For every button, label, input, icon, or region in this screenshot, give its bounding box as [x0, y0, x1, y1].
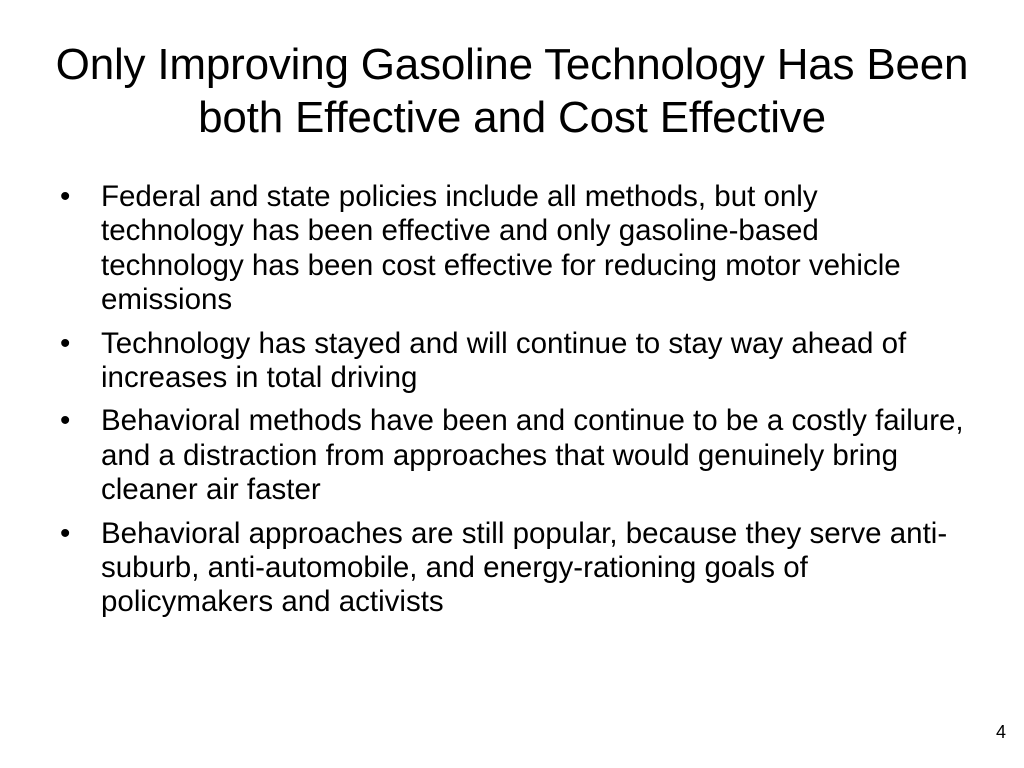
bullet-text: Behavioral approaches are still popular, because they serve anti-suburb, anti-automobile, and energy-rationing goals of policymakers and activists	[101, 516, 948, 619]
bullet-item	[56, 180, 966, 318]
bullet-item	[56, 404, 966, 507]
page-number: 4	[995, 722, 1006, 742]
bullet-icon: •	[60, 180, 71, 213]
bullet-icon: •	[60, 516, 71, 550]
bullet-item	[56, 517, 966, 620]
bullet-icon: •	[60, 326, 71, 360]
slide-title: Only Improving Gasoline Technology Has Been both Effective and Cost Effective	[55, 40, 969, 142]
bullet-text: Technology has stayed and will continue to stay way ahead of increases in total driving	[101, 326, 907, 395]
bullet-icon: •	[60, 404, 71, 438]
bullet-item	[56, 327, 966, 396]
bullet-text: Federal and state policies include all methods, but only technology has been effective and only gasoline-based technology has been cost effective for reducing motor vehicle emissions	[101, 180, 901, 317]
bullet-list	[56, 180, 966, 629]
bullet-text: Behavioral methods have been and continue to be a costly failure, and a distraction from approaches that would genuinely bring cleaner air faster	[101, 404, 964, 507]
